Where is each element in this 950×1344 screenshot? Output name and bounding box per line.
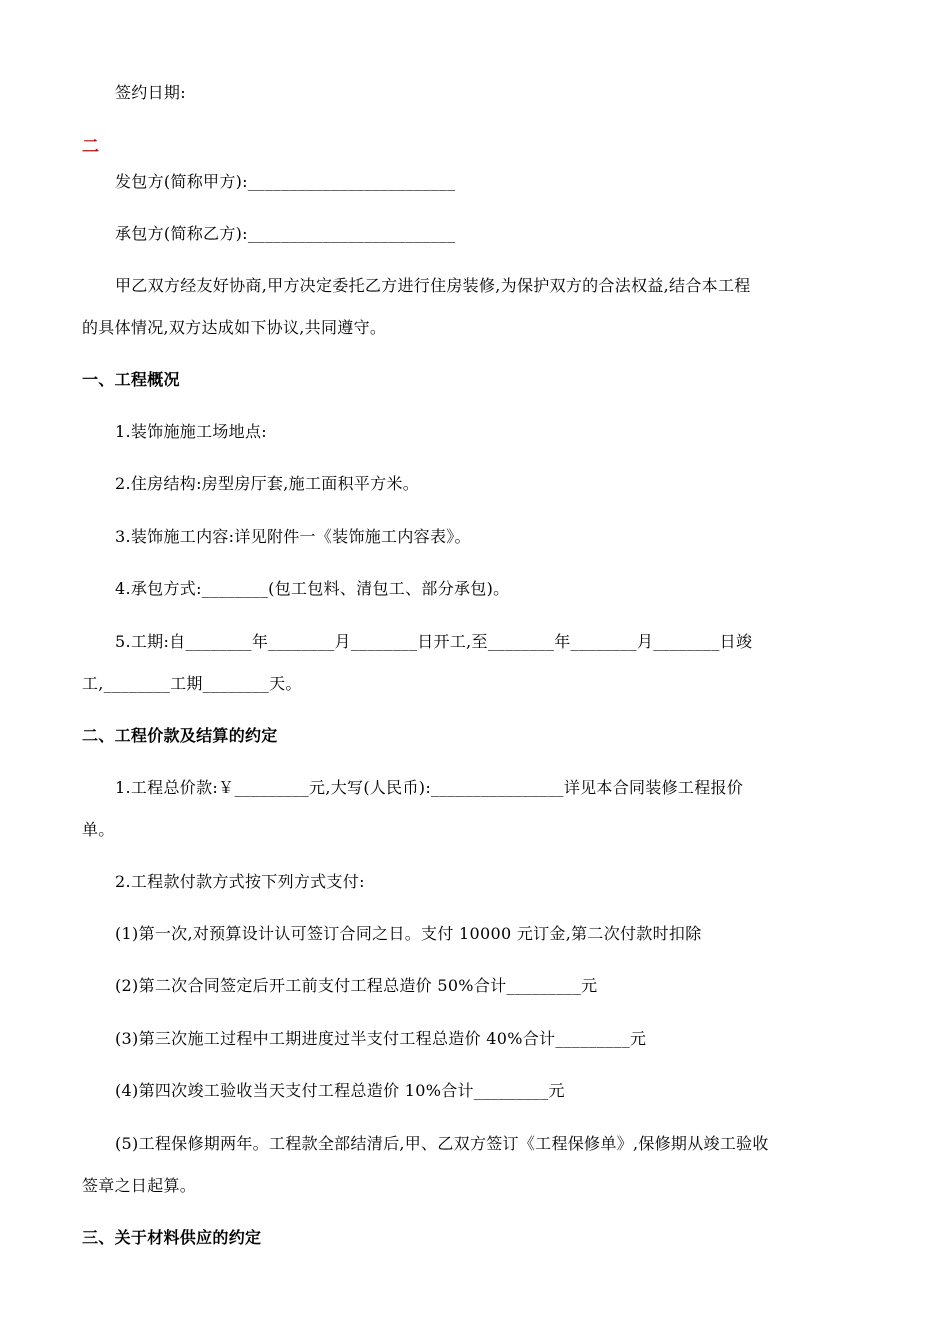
section-heading-3: 三、关于材料供应的约定 (82, 1228, 262, 1247)
clause-2-1-line-2: 单。 (82, 820, 115, 839)
revision-mark: 二 (82, 137, 99, 157)
clause-1-2: 2.住房结构:房型房厅套,施工面积平方米。 (115, 474, 420, 493)
section-heading-2: 二、工程价款及结算的约定 (82, 726, 278, 745)
clause-1-4: 4.承包方式:________(包工包料、清包工、部分承包)。 (115, 579, 510, 598)
payment-item-5-line-2: 签章之日起算。 (82, 1176, 197, 1195)
clause-1-1: 1.装饰施施工场地点: (115, 422, 267, 441)
payment-item-4: (4)第四次竣工验收当天支付工程总造价 10%合计_________元 (115, 1081, 565, 1100)
payment-item-5-line-1: (5)工程保修期两年。工程款全部结清后,甲、乙双方签订《工程保修单》,保修期从竣工验收 (115, 1134, 769, 1153)
payment-item-1: (1)第一次,对预算设计认可签订合同之日。支付 10000 元订金,第二次付款时扣除 (115, 924, 702, 943)
clause-1-5-line-1: 5.工期:自________年________月________日开工,至________年________月________日竣 (115, 632, 753, 651)
section-heading-1: 一、工程概况 (82, 370, 180, 389)
party-b-line: 承包方(简称乙方):_________________________ (115, 224, 456, 243)
payment-item-3: (3)第三次施工过程中工期进度过半支付工程总造价 40%合计_________元 (115, 1029, 647, 1048)
preamble-line-1: 甲乙双方经友好协商,甲方决定委托乙方进行住房装修,为保护双方的合法权益,结合本工程 (115, 276, 751, 295)
party-a-line: 发包方(简称甲方):_________________________ (115, 172, 456, 191)
clause-2-1-line-1: 1.工程总价款:￥_________元,大写(人民币):________________详见本合同装修工程报价 (115, 778, 744, 797)
clause-1-5-line-2: 工,________工期________天。 (82, 674, 302, 693)
payment-item-2: (2)第二次合同签定后开工前支付工程总造价 50%合计_________元 (115, 976, 598, 995)
preamble-line-2: 的具体情况,双方达成如下协议,共同遵守。 (82, 318, 387, 337)
clause-1-3: 3.装饰施工内容:详见附件一《装饰施工内容表》。 (115, 527, 471, 546)
signing-date-line: 签约日期: (115, 83, 186, 102)
clause-2-2: 2.工程款付款方式按下列方式支付: (115, 872, 365, 891)
